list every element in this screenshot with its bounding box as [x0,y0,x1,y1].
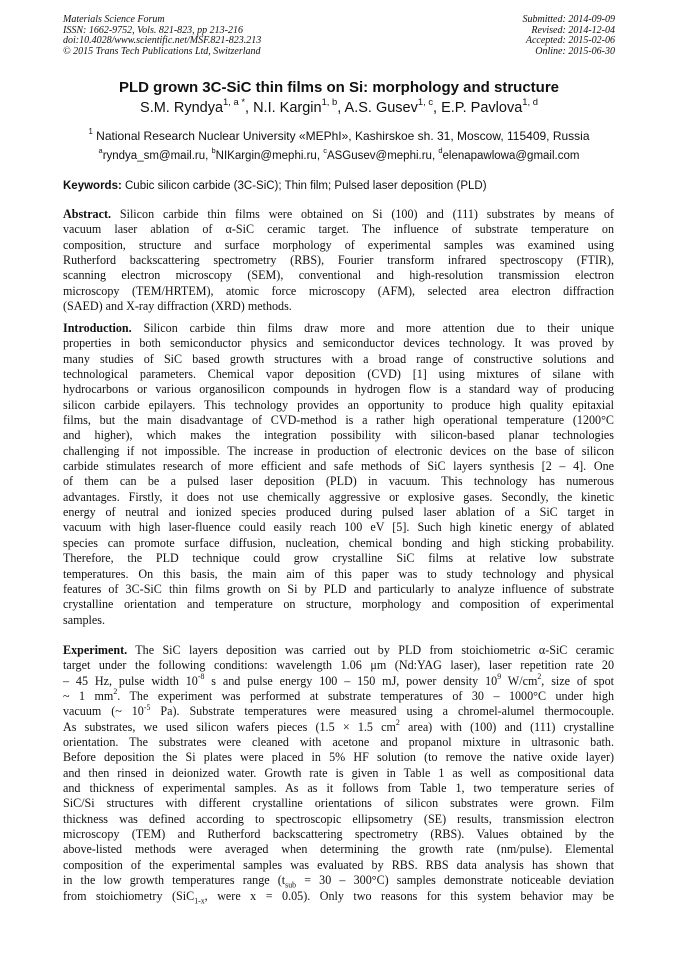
submitted-date: Submitted: 2014-09-09 [522,14,615,25]
keywords-text: Cubic silicon carbide (3C-SiC); Thin film; Pulsed laser deposition (PLD) [125,180,487,192]
issn: ISSN: 1662-9752, Vols. 821-823, pp 213-216 [63,24,243,36]
introduction-paragraph [63,321,614,628]
line-text: in the low growth temperatures range (t [63,873,286,888]
email-link[interactable]: ryndya_sm@mail.ru [102,150,206,162]
text-line: Therefore, the PLD technique could grow crystalline SiC films at relative low substrate [63,551,614,566]
line-text: ~ 1 mm [63,689,114,704]
exponent: -5 [143,702,151,712]
exponent: 2 [537,671,542,681]
text-line: above-listed methods were averaged when determining the growth rate (nm/pulse). Elemental [63,842,614,857]
text-line: target under the following conditions: wavelength 1.06 μm (Nd:YAG laser), laser repetition rate 20 [63,658,614,673]
line-text: , size of spot [541,673,614,688]
text-line [63,671,614,689]
line-text: , were x = 0.05). Only two reasons for this system behavior may be [204,888,614,903]
line-text: . The experiment was performed at substrate temperatures of 30 – 1000°C under high [117,689,615,704]
text-line: energy of neutral and ionized species produced during pulsed laser ablation of a SiC target in [63,505,614,520]
journal-info [63,15,261,57]
author-list: S.M. Ryndya$^{1, a *}$, N.I. Kargin$^{1, b}$, A.S. Gusev$^{1, c}$, E.P. Pavlova$^{1, d}$ [140,96,538,116]
text-line: carbide stimulates research of more efficient and safe methods of SiC layers synthesis [2 – 4]. One [63,459,614,474]
subscript: sub [285,880,297,890]
copyright: © 2015 Trans Tech Publications Ltd, Switzerland [63,45,261,57]
journal-name: Materials Science Forum [63,14,165,25]
affiliation-mark: 1 [88,127,93,137]
line-text: W/cm [501,673,538,688]
email-mark: d [438,146,443,156]
text-line: (SAED) and X-ray diffraction (XRD) methods. [63,299,292,314]
exponent: 2 [395,717,400,727]
email-mark: b [211,146,216,156]
text-line: Rutherford backscattering spectrometry (RBS), Fourier transform infrared spectroscopy (FTIR), [63,253,614,268]
author-emails: $^a$ryndya_sm@mail.ru, $^b$NIKargin@mephi.ru, $^c$ASGusev@mephi.ru, $^d$elenapawlowa@gmail.com [98,146,580,162]
subscript: 1-x [194,895,205,905]
email-link[interactable]: NIKargin@mephi.ru [215,150,317,162]
paper-title: PLD grown 3C-SiC thin films on Si: morphology and structure [118,79,559,96]
email-link[interactable]: ASGusev@mephi.ru [326,150,432,162]
text-line: silicon carbide epilayers. This technology provides an opportunity to produce high quality epitaxial [63,397,614,412]
text-line: orientation. The substrates were cleaned with acetone and propanol mixture in ultrasonic bath. [63,735,614,750]
line-text: from stoichiometry (SiC [63,888,195,903]
text-line: and higher), which makes the integration possibility with silicon-based planar technologies [63,428,614,443]
exponent: -8 [197,671,205,681]
text-line: samples. [63,612,105,627]
text-line: advantages. Firstly, it does not use chemically aggressive or explosive gases. Secondly, the kinetic [63,489,614,504]
line-text: area) with (100) and (111) crystalline [399,719,615,734]
abstract-label: Abstract. [63,207,112,221]
text-line: films, but the main disadvantage of CVD-method is a rather high operational temperature (1200°C [63,413,614,428]
text-line: SiC/Si structures with different crystalline orientations of silicon substrates were grown. Film [63,796,614,811]
exponent: 9 [497,671,502,681]
text-line: species can promote surface diffusion, nucleation, chemical bonding and high sticking probability. [63,535,614,550]
text-line [63,207,614,222]
online-date: Online: 2015-06-30 [535,45,615,57]
keywords-label: Keywords: [63,180,122,192]
text-line: composition of the experimental samples was evaluated by RBS. RBS data analysis has shown that [63,857,614,872]
text-line [63,704,614,719]
email-link[interactable]: elenapawlowa@gmail.com [442,150,580,162]
keywords [63,180,623,192]
text-line: thickness was defined according to spectroscopic ellipsometry (SE) results, transmission electron [63,811,614,826]
line-text: As substrates, we used silicon wafers pieces (1.5 × 1.5 cm [63,719,396,734]
text-line [63,717,615,735]
doi: doi:10.4028/www.scientific.net/MSF.821-823.213 [63,35,262,46]
text-line: challenging if not impossible. The increase in production of electronic devices on the base of silicon [63,443,614,458]
abstract-paragraph [63,207,614,314]
text-line: hydrocarbons or various organosilicon compounds in hydrogen flow is a standard way of producing [63,382,614,397]
author-marks: 1, c [417,96,434,108]
author-name: A.S. Gusev [344,100,418,116]
publication-dates [523,15,616,57]
text-line [63,643,614,658]
experiment-label: Experiment. [63,643,128,657]
author-name: N.I. Kargin [253,100,322,116]
line-text: Pa). Substrate temperatures were measured using a chromel-alumel thermocouple. [150,704,614,719]
author-marks: 1, d [522,96,538,108]
line-text: = 30 – 300°C) samples demonstrate noticeable deviation [296,873,614,888]
introduction-label: Introduction. [63,321,132,335]
line-text: The SiC layers deposition was carried out by PLD from stoichiometric α-SiC ceramic [135,643,614,657]
text-line: scanning electron microscopy (SEM), conventional and high-resolution transmission electron [63,268,614,283]
line-text: Silicon carbide thin films draw more and more attention due to their unique [143,321,615,335]
author-name: S.M. Ryndya [140,100,224,116]
text-line: many studies of SiC based growth structures with a broad range of constructive solutions and [63,351,614,366]
text-line: of them can be a pulsed laser deposition (PLD) in vacuum. This technology has numerous [63,474,614,489]
text-line [63,889,614,904]
exponent: 2 [113,687,118,697]
author-name: E.P. Pavlova [441,100,523,116]
text-line: vacuum with high laser-fluence could easily reach 100 eV [5]. Such high kinetic energy of ablated [63,520,614,535]
line-text: Silicon carbide thin films were obtained on Si (100) and (111) substrates by means of [119,207,614,221]
affiliation [0,129,678,143]
affiliation-text: National Research Nuclear University «MEPhI», Kashirskoe sh. 31, Moscow, 115409, Russia [96,129,590,143]
author-marks: 1, b [321,96,338,108]
email-mark: a [98,146,103,156]
text-line: properties in both semiconductor physics and semiconductor devices technology. It was proved by [63,336,614,351]
text-line: temperatures. On this basis, the main aim of this paper was to study technology and physical [63,566,614,581]
text-line: and thickness of experimental samples. As as it follows from Table 1, two temperature series of [63,781,614,796]
revised-date: Revised: 2014-12-04 [531,24,615,36]
text-line [63,321,614,336]
author-marks: 1, a * [223,96,245,108]
text-line: vacuum laser ablation of α-SiC ceramic target. The influence of substrate temperature on [63,222,614,237]
text-line [63,873,614,888]
text-line: and then rinsed in deionized water. Growth rate is given in Table 1 as well as compositional data [63,765,614,780]
line-text: – 45 Hz, pulse width 10 [63,673,198,688]
text-line: microscopy (TEM/HRTEM), atomic force microscopy (AFM), selected area electron diffraction [63,283,614,298]
text-line: composition, structure and surface morphology of experimental samples was examined using [63,237,614,252]
email-mark: c [323,146,327,156]
text-line: technological parameters. Chemical vapor deposition (CVD) [1] using mixtures of silane with [63,367,614,382]
accepted-date: Accepted: 2015-02-06 [525,35,615,46]
line-text: s and pulse energy 100 – 150 mJ, power density 10 [204,673,498,688]
text-line: crystalline orientation and temperature on structure, morphology and composition of experimental [63,597,614,612]
line-text: vacuum (~ 10 [63,704,144,719]
text-line: Before deposition the Si plates were placed in 5% HF solution (to remove the native oxide layer) [63,750,614,765]
text-line: microscopy (TEM) and Rutherford backscattering spectrometry (RBS). Values obtained by the [63,827,614,842]
experiment-paragraph [63,643,614,904]
text-line: features of 3C-SiC thin films growth on Si by PLD and particularly to analyze influence of substrate [63,581,614,596]
